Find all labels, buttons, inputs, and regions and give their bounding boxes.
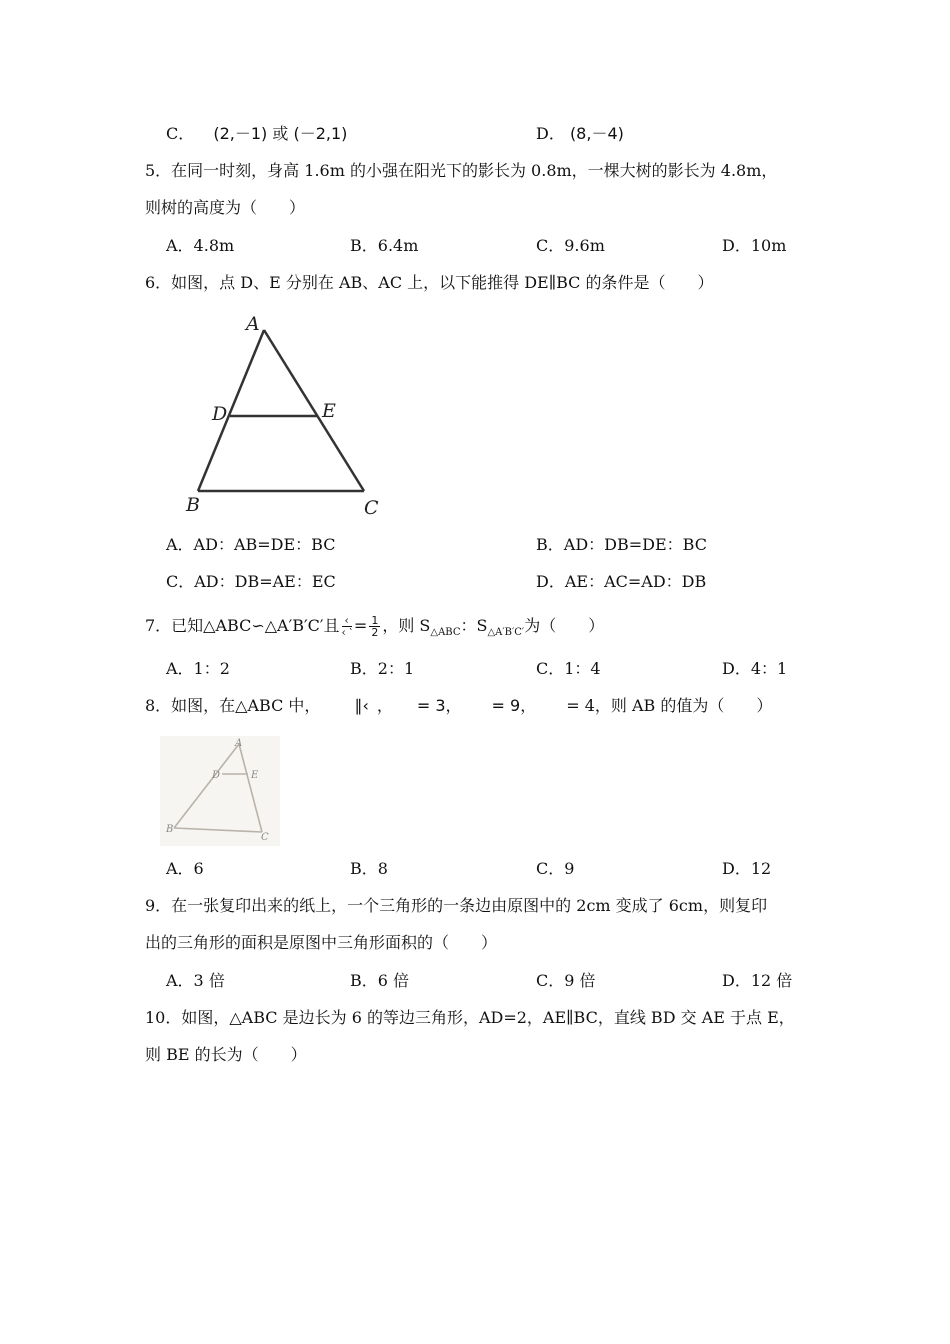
q6-triangle-figure xyxy=(180,308,390,520)
q7-stem xyxy=(145,614,604,645)
q6-side-ac xyxy=(264,330,364,491)
q7-fraction-right xyxy=(369,615,380,638)
q8-label-d: D xyxy=(212,770,221,781)
q5-option-c: C．9.6m xyxy=(536,236,605,255)
q8-eq1: = 3， xyxy=(416,696,462,715)
q6-option-d: D．AE：AC=AD：DB xyxy=(536,572,707,591)
q5-stem-line1: 5．在同一时刻，身高 1.6m 的小强在阳光下的影长为 0.8m，一棵大树的影长为 4.8m， xyxy=(145,161,778,180)
q9-option-a: A．3 倍 xyxy=(166,971,225,990)
q8-option-b: B．8 xyxy=(350,859,388,878)
q4-option-d-value: (8,－4) xyxy=(569,124,624,143)
q8-stem xyxy=(145,696,772,716)
q8-label-a: A xyxy=(235,738,243,749)
q8-eq2: = 9， xyxy=(491,696,537,715)
q8-parallel: ∥‹ xyxy=(354,696,369,715)
q7-frac-right-num: 1 xyxy=(371,614,379,627)
q8-label-c: C xyxy=(261,832,269,843)
q7-option-b: B．2：1 xyxy=(350,659,415,678)
q5-option-b: B．6.4m xyxy=(350,236,419,255)
q7-frac-left-num: ‹ xyxy=(342,615,352,627)
q6-label-e: E xyxy=(322,400,336,422)
q5-option-a: A．4.8m xyxy=(166,236,235,255)
q7-fraction-left xyxy=(342,615,352,638)
q4-option-d xyxy=(536,124,624,144)
q8-sep: ， xyxy=(376,696,393,715)
q10-stem-line2: 则 BE 的长为（ ） xyxy=(145,1045,307,1064)
q7-stem-mid: ，则 S xyxy=(382,616,431,635)
q8-option-c: C．9 xyxy=(536,859,575,878)
q6-label-d: D xyxy=(212,403,228,425)
q7-equals: = xyxy=(353,616,368,635)
q6-option-a: A．AD：AB=DE：BC xyxy=(166,535,336,554)
q7-stem-pre: 7．已知△ABC∽△A′B′C′且 xyxy=(145,616,340,635)
q6-label-a: A xyxy=(246,313,260,335)
q7-sub-abc: △ABC xyxy=(430,627,461,639)
q7-option-c: C．1：4 xyxy=(536,659,601,678)
q9-option-c: C．9 倍 xyxy=(536,971,596,990)
q6-stem: 6．如图，点 D、E 分别在 AB、AC 上，以下能推得 DE∥BC 的条件是（ ） xyxy=(145,273,714,292)
q7-frac-left-den: ‹ ‵ xyxy=(341,626,352,639)
q7-stem-post: 为（ ） xyxy=(524,616,605,635)
q8-option-d: D．12 xyxy=(722,859,772,878)
q7-option-d: D．4：1 xyxy=(722,659,788,678)
q6-label-c: C xyxy=(364,497,379,519)
q5-stem-line2: 则树的高度为（ ） xyxy=(145,198,306,217)
q9-stem-line2: 出的三角形的面积是原图中三角形面积的（ ） xyxy=(145,933,498,952)
q7-sub-abc-prime: △A′B′C′ xyxy=(487,627,525,639)
q6-label-b: B xyxy=(186,494,200,516)
q9-option-b: B．6 倍 xyxy=(350,971,410,990)
q4-option-c-value: (2,－1) 或 (－2,1) xyxy=(213,124,348,143)
q8-eq3: = 4，则 AB 的值为（ ） xyxy=(566,696,773,715)
q8-label-b: B xyxy=(166,824,174,835)
q8-option-a: A．6 xyxy=(166,859,204,878)
q6-option-c: C．AD：DB=AE：EC xyxy=(166,572,336,591)
q9-stem-line1: 9．在一张复印出来的纸上，一个三角形的一条边由原图中的 2cm 变成了 6cm，则复印 xyxy=(145,896,768,915)
q7-colon: ：S xyxy=(460,616,488,635)
q7-frac-right-den: 2 xyxy=(371,626,379,639)
q8-label-e: E xyxy=(251,770,259,781)
q4-option-c xyxy=(166,124,347,144)
q4-option-c-label: C． xyxy=(166,124,195,143)
q8-triangle-figure xyxy=(160,736,280,846)
q7-option-a: A．1：2 xyxy=(166,659,230,678)
q6-option-b: B．AD：DB=DE：BC xyxy=(536,535,707,554)
q5-option-d: D．10m xyxy=(722,236,787,255)
q10-stem-line1: 10．如图，△ABC 是边长为 6 的等边三角形，AD=2，AE∥BC，直线 BD 交 AE 于点 E， xyxy=(145,1008,795,1027)
q4-option-d-label: D． xyxy=(536,124,565,143)
q9-option-d: D．12 倍 xyxy=(722,971,793,990)
q8-stem-pre: 8．如图，在△ABC 中， xyxy=(145,696,321,715)
q6-side-ab xyxy=(198,330,264,491)
